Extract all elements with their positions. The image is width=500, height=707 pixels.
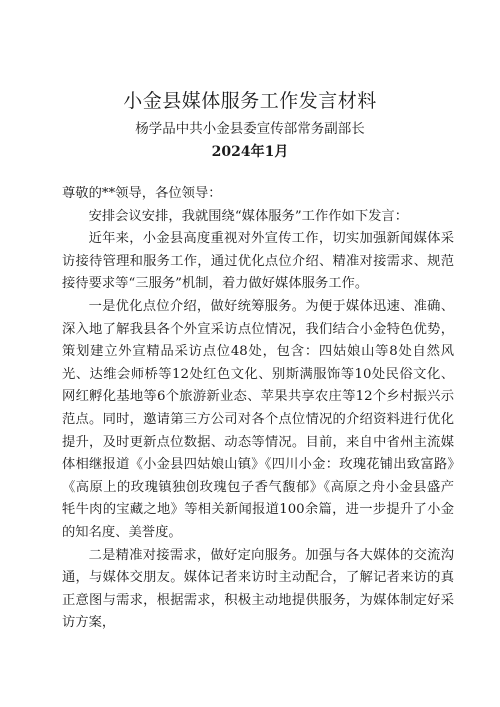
- paragraph-point-two: 二是精准对接需求，做好定向服务。加强与各大媒体的交流沟通，与媒体交朋友。媒体记者来访时主动配合，了解记者来访的真正意图与需求，根据需求，积极主动地提供服务，为媒体制定好采访方案，: [62, 547, 454, 631]
- document-author: 杨学品中共小金县委宣传部常务副部长: [135, 121, 365, 137]
- document-date: 2024年1月: [211, 144, 289, 160]
- paragraph-intro: 安排会议安排，我就围绕“媒体服务”工作作如下发言：: [88, 208, 409, 224]
- document-body: [62, 183, 454, 635]
- document-title: 小金县媒体服务工作发言材料: [123, 90, 377, 112]
- paragraph-overview: 近年来，小金县高度重视对外宣传工作，切实加强新闻媒体采访接待管理和服务工作，通过优化点位介绍、精准对接需求、规范接待要求等“三服务”机制，着力做好媒体服务工作。: [62, 231, 454, 292]
- salutation: 尊敬的**领导，各位领导：: [62, 186, 222, 201]
- paragraph-point-one: 一是优化点位介绍，做好统筹服务。为便于媒体迅速、准确、深入地了解我县各个外宣采访点位情况，我们结合小金特色优势，策划建立外宣精品采访点位48处，包含：四姑娘山等8处自然风光、达维会师桥等12处红色文化、别斯满服饰等10处民俗文化、网红孵化基地等6个旅游新业态、苹果共享农庄等12个乡村振兴示范点。同时，邀请第三方公司对各个点位情况的介绍资料进行优化提升，及时更新点位数据、动态等情况。目前，来自中省州主流媒体相继报道《小金县四姑娘山镇》《四川小金：玫瑰花铺出致富路》《高原上的玫瑰镇独创玫瑰包子香气馥郁》《高原之舟小金县盛产牦牛肉的宝藏之地》等相关新闻报道100余篇，进一步提升了小金的知名度、美誉度。: [62, 298, 454, 540]
